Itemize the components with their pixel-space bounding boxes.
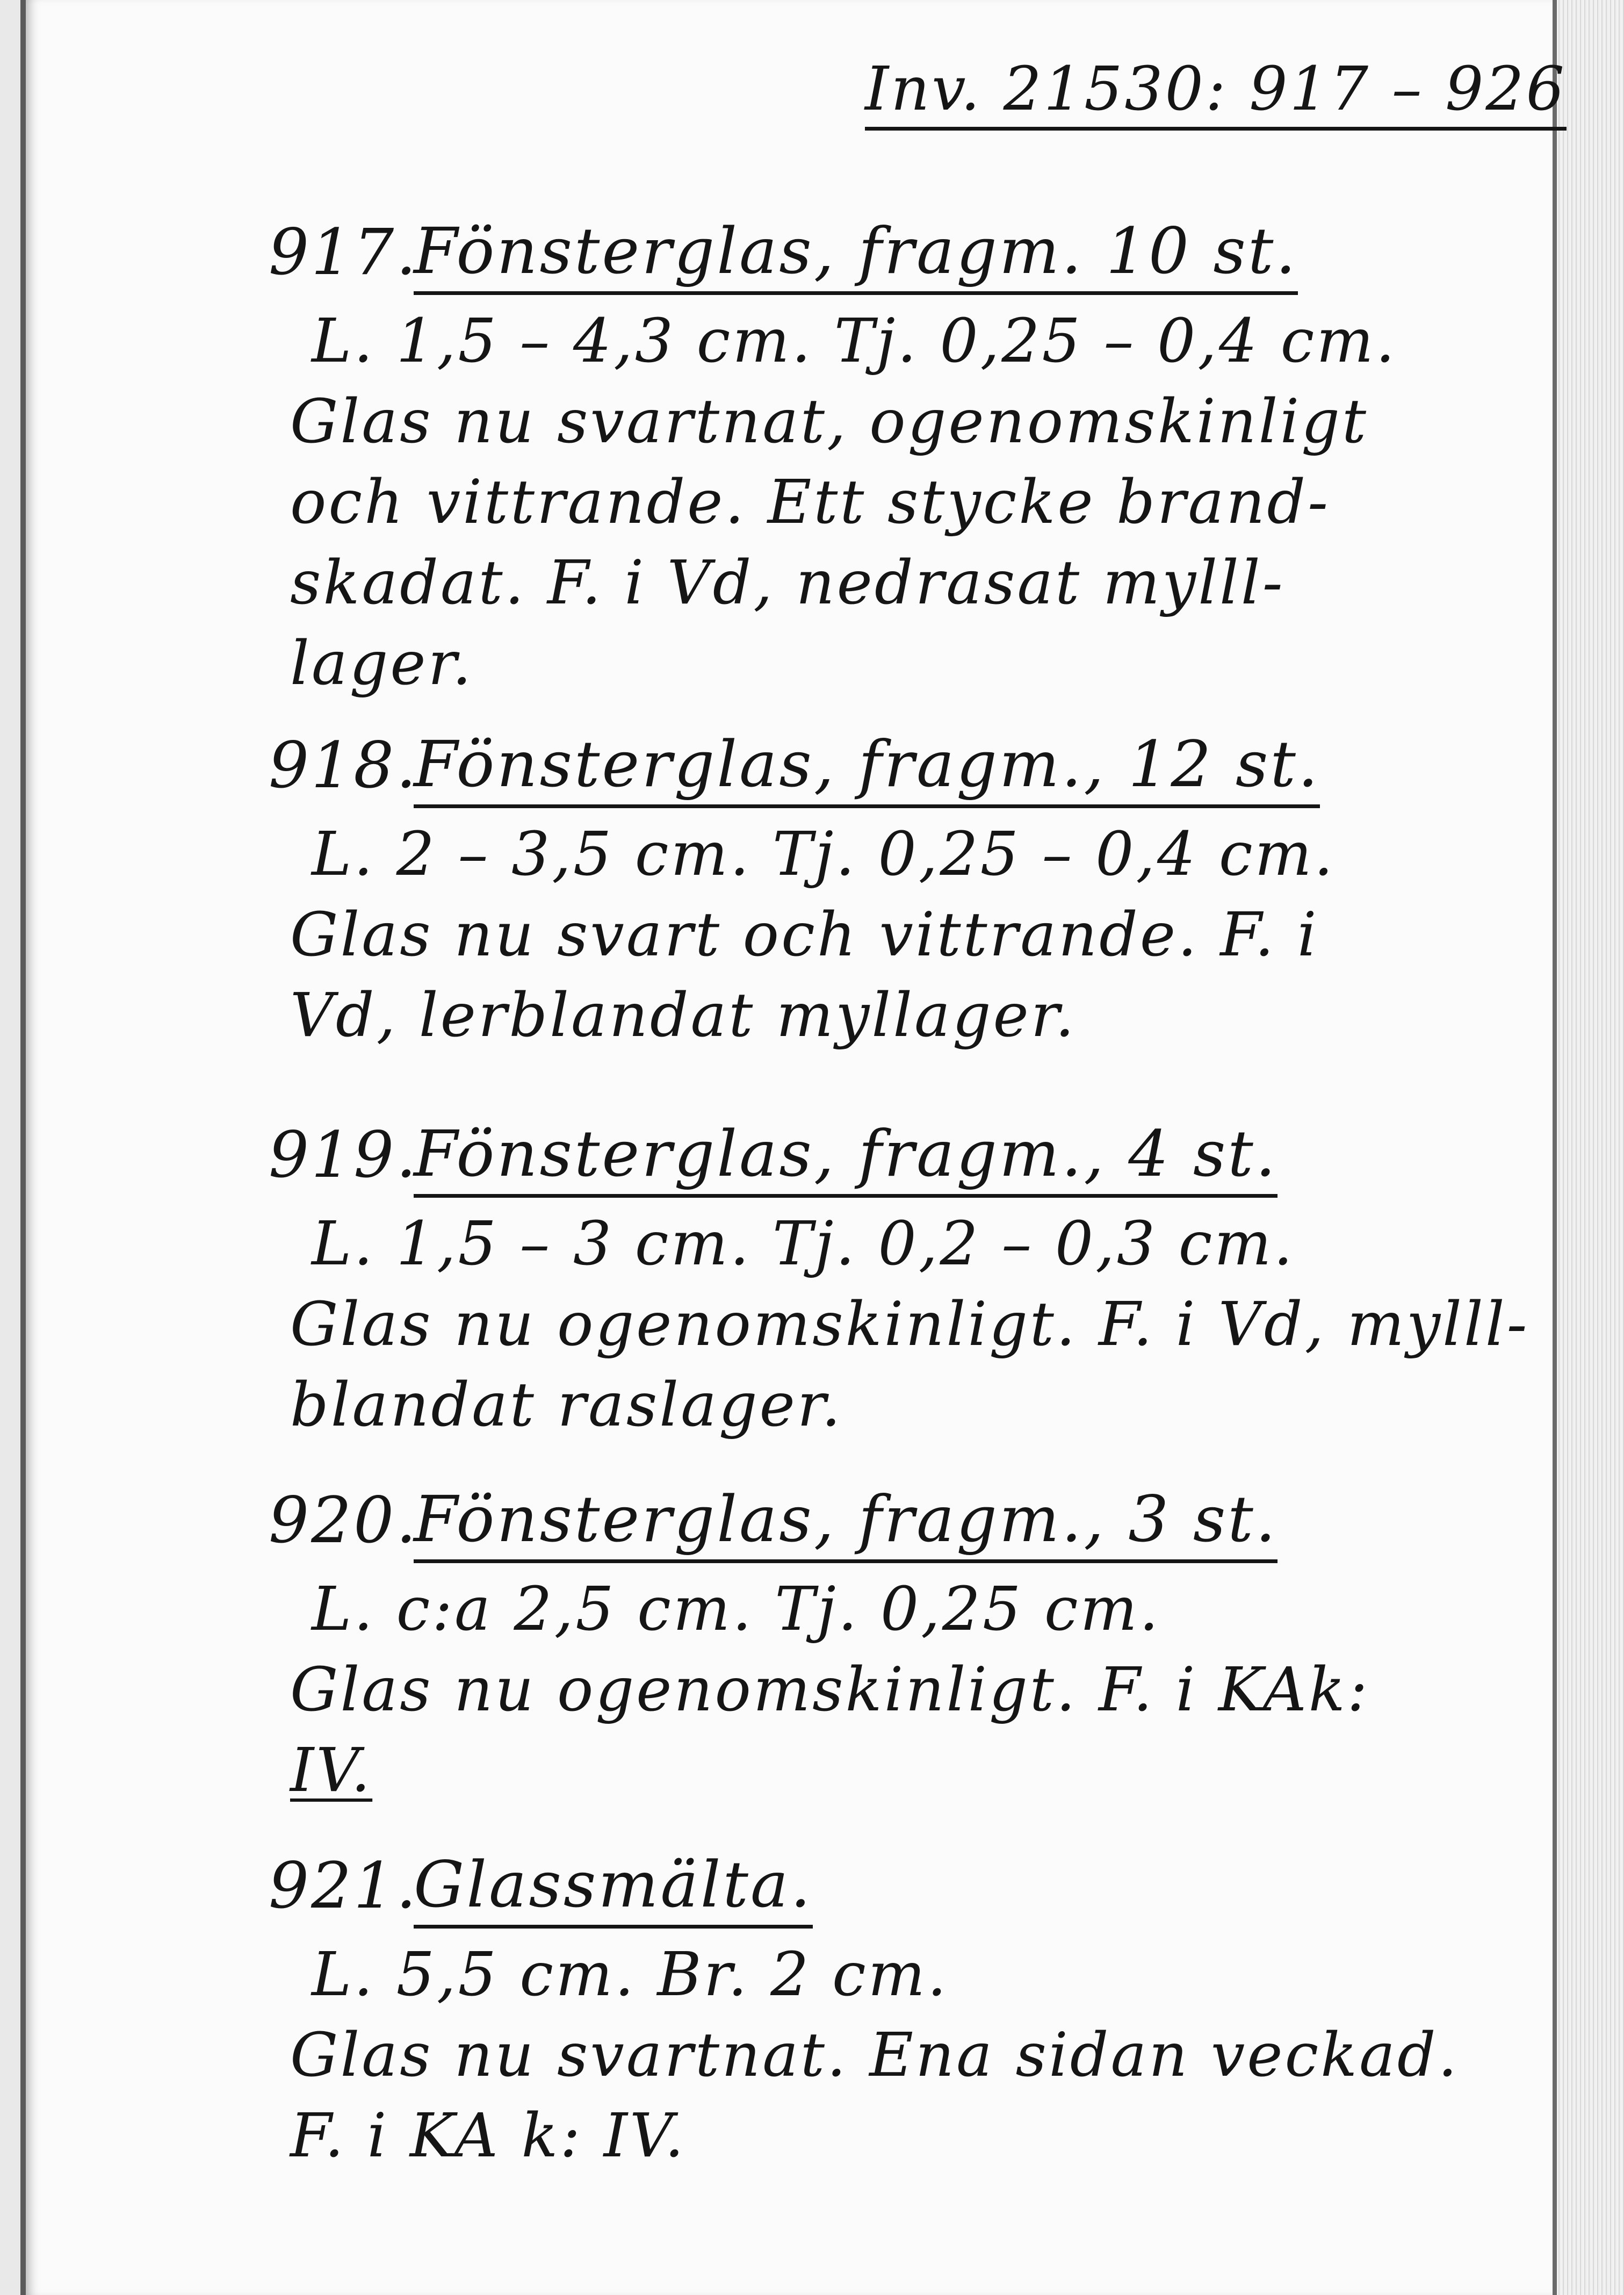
entry-919 bbox=[269, 1117, 1529, 1445]
inventory-header: Inv. 21530: 917 – 926 bbox=[865, 56, 1567, 131]
page-stack-edge bbox=[1557, 0, 1624, 2295]
entry-number: 918. bbox=[269, 728, 418, 802]
entry-desc-line: Vd, lerblandat myllager. bbox=[290, 981, 1077, 1051]
entry-desc-line: skadat. F. i Vd, nedrasat mylll- bbox=[290, 548, 1285, 618]
entry-title: Fönsterglas, fragm., 3 st. bbox=[414, 1483, 1277, 1563]
entry-measure: L. 5,5 cm. Br. 2 cm. bbox=[312, 1940, 949, 2010]
entry-title: Fönsterglas, fragm. 10 st. bbox=[414, 215, 1298, 295]
entry-number: 921. bbox=[269, 1848, 418, 1923]
entry-measure: L. c:a 2,5 cm. Tj. 0,25 cm. bbox=[312, 1574, 1161, 1644]
entry-desc-line: Glas nu svartnat. Ena sidan veckad. bbox=[290, 2020, 1460, 2090]
entry-title: Glassmälta. bbox=[414, 1848, 813, 1929]
entry-desc-line: Glas nu ogenomskinligt. F. i KAk: bbox=[290, 1655, 1370, 1725]
entry-desc-line: F. i KA k: IV. bbox=[290, 2101, 686, 2171]
entry-measure: L. 2 – 3,5 cm. Tj. 0,25 – 0,4 cm. bbox=[312, 819, 1336, 889]
entry-desc-line: IV. bbox=[290, 1736, 373, 1805]
entry-title: Fönsterglas, fragm., 4 st. bbox=[414, 1118, 1277, 1198]
entry-921 bbox=[269, 1847, 1460, 2176]
entry-number: 919. bbox=[269, 1118, 418, 1192]
entry-desc-line: Glas nu svart och vittrande. F. i bbox=[290, 900, 1319, 970]
entry-917 bbox=[269, 214, 1397, 704]
entry-measure: L. 1,5 – 3 cm. Tj. 0,2 – 0,3 cm. bbox=[312, 1209, 1295, 1279]
entry-number: 920. bbox=[269, 1483, 418, 1557]
entry-desc-line: Glas nu ogenomskinligt. F. i Vd, mylll- bbox=[290, 1290, 1529, 1359]
entry-918 bbox=[269, 728, 1370, 1056]
entry-desc-line: blandat raslager. bbox=[290, 1370, 843, 1440]
entry-920 bbox=[269, 1483, 1370, 1811]
entry-number: 917. bbox=[269, 215, 418, 289]
entry-measure: L. 1,5 – 4,3 cm. Tj. 0,25 – 0,4 cm. bbox=[312, 306, 1397, 376]
entry-desc-line: Glas nu svartnat, ogenomskinligt bbox=[290, 387, 1369, 457]
entry-desc-line: lager. bbox=[290, 629, 474, 699]
entry-desc-line: och vittrande. Ett stycke brand- bbox=[290, 467, 1330, 537]
entry-title: Fönsterglas, fragm., 12 st. bbox=[414, 728, 1320, 808]
